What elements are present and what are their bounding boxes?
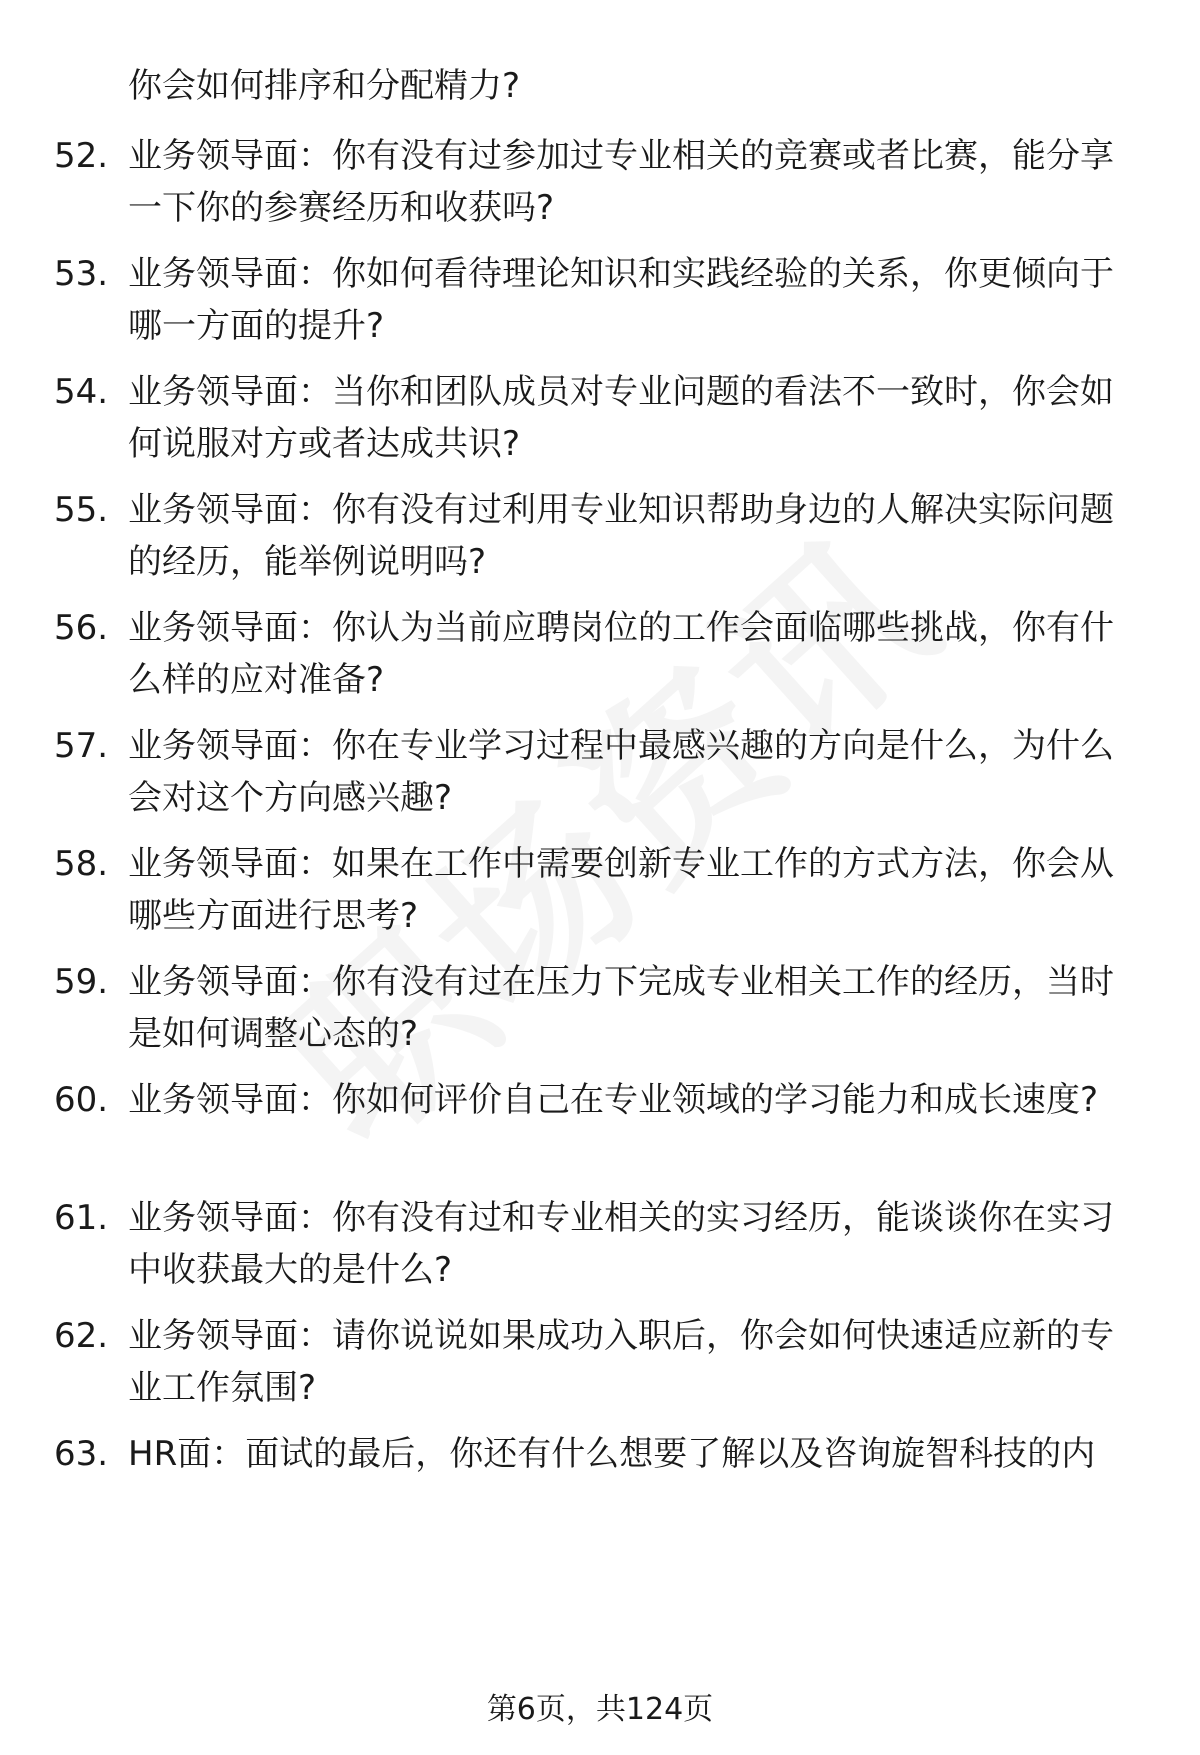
question-text: 业务领导面：你有没有过和专业相关的实习经历，能谈谈你在实习中收获最大的是什么?: [128, 1198, 1114, 1290]
continuation-text: 你会如何排序和分配精力?: [128, 66, 521, 106]
question-text: 业务领导面：如果在工作中需要创新专业工作的方式方法，你会从哪些方面进行思考?: [128, 844, 1114, 936]
question-number: 63.: [54, 1434, 109, 1474]
question-text: 业务领导面：你有没有过参加过专业相关的竞赛或者比赛，能分享一下你的参赛经历和收获吗?: [128, 136, 1114, 228]
question-text: 业务领导面：你有没有过在压力下完成专业相关工作的经历，当时是如何调整心态的?: [128, 962, 1114, 1054]
question-number: 55.: [54, 490, 109, 530]
question-number: 60.: [54, 1080, 109, 1120]
question-number: 56.: [54, 608, 109, 648]
question-number: 59.: [54, 962, 109, 1002]
question-number: 57.: [54, 726, 109, 766]
question-text: 业务领导面：你认为当前应聘岗位的工作会面临哪些挑战，你有什么样的应对准备?: [128, 608, 1114, 700]
question-text: 业务领导面：当你和团队成员对专业问题的看法不一致时，你会如何说服对方或者达成共识?: [128, 372, 1114, 464]
question-number: 58.: [54, 844, 109, 884]
question-text: 业务领导面：请你说说如果成功入职后，你会如何快速适应新的专业工作氛围?: [128, 1316, 1114, 1408]
question-text: 业务领导面：你有没有过利用专业知识帮助身边的人解决实际问题的经历，能举例说明吗?: [128, 490, 1114, 582]
question-text: 业务领导面：你如何看待理论知识和实践经验的关系，你更倾向于哪一方面的提升?: [128, 254, 1114, 346]
page-footer: 第6页，共124页: [486, 1692, 714, 1727]
question-text: 业务领导面：你在专业学习过程中最感兴趣的方向是什么，为什么会对这个方向感兴趣?: [128, 726, 1114, 818]
question-text: HR面：面试的最后，你还有什么想要了解以及咨询旋智科技的内: [128, 1434, 1096, 1474]
question-text: 业务领导面：你如何评价自己在专业领域的学习能力和成长速度?: [128, 1080, 1099, 1120]
question-number: 61.: [54, 1198, 109, 1238]
question-number: 54.: [54, 372, 109, 412]
question-number: 53.: [54, 254, 109, 294]
question-number: 62.: [54, 1316, 109, 1356]
question-number: 52.: [54, 136, 109, 176]
